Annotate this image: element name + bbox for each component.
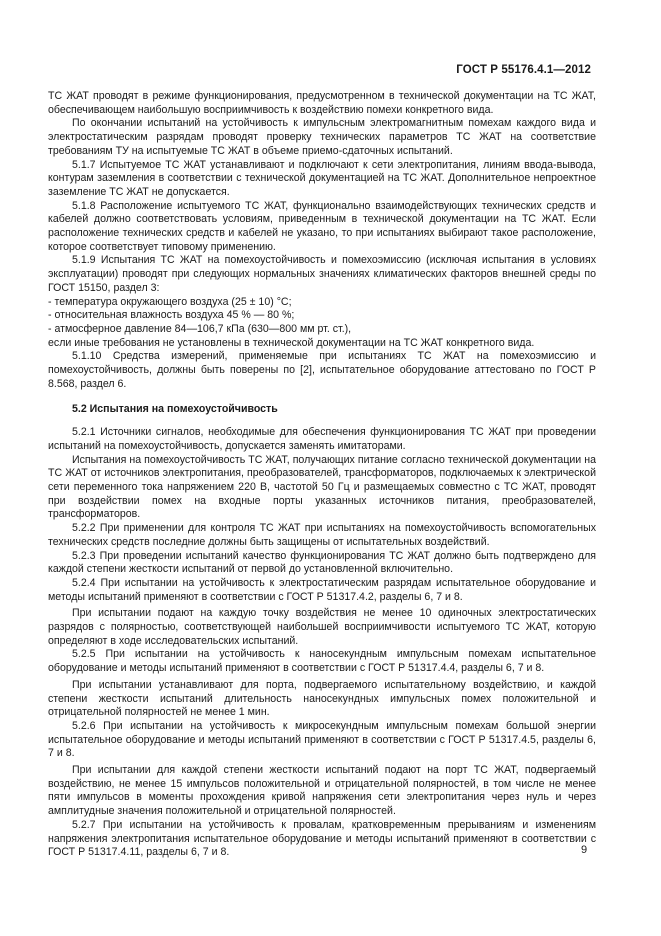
- paragraph: ТС ЖАТ проводят в режиме функционирования, предусмотренном в технической документации на ТС ЖАТ, обеспечивающем наибольшую восприимчивость к воздействию помехи конкретного вида.: [48, 90, 596, 116]
- paragraph-5-2-2: 5.2.2 При применении для контроля ТС ЖАТ при испытаниях на помехоустойчивость вспомогательных технических средств последние должны быть защищены от испытательных воздействий.: [48, 522, 596, 548]
- paragraph-5-1-8: 5.1.8 Расположение испытуемого ТС ЖАТ, функционально взаимодействующих технических средств и кабелей должно соответствовать условиям, приведенным в технической документации на ТС ЖАТ. Если расположение технических средств и кабелей не указано, то при испытаниях выбирают такое расположение, которое соответствует типовому применению.: [48, 199, 596, 253]
- document-code-header: ГОСТ Р 55176.4.1—2012: [456, 64, 591, 76]
- paragraph-5-2-1: 5.2.1 Источники сигналов, необходимые для обеспечения функционирования ТС ЖАТ при проведении испытаний на помехоустойчивость, допускается заменять имитаторами.: [48, 426, 596, 452]
- paragraph-5-2-6: 5.2.6 При испытании на устойчивость к микросекундным импульсным помехам большой энергии испытательное оборудование и методы испытаний применяют в соответствии с ГОСТ Р 51317.4.5, разделы 6, 7 и 8.: [48, 719, 596, 760]
- section-title: 5.2 Испытания на помехоустойчивость: [72, 403, 278, 416]
- paragraph-5-2-7: 5.2.7 При испытании на устойчивость к провалам, кратковременным прерываниям и изменениям напряжения электропитания испытательное оборудование и методы испытаний применяют в соответствии с ГОСТ Р 51317.4.11, разделы 6, 7 и 8.: [48, 818, 596, 859]
- paragraph-5-2-3: 5.2.3 При проведении испытаний качество функционирования ТС ЖАТ должно быть подтверждено для каждой степени жесткости испытаний от первой до установленной включительно.: [48, 549, 596, 576]
- paragraph-5-1-10: 5.1.10 Средства измерений, применяемые при испытаниях ТС ЖАТ на помехоэмиссию и помехоустойчивость, должны быть поверены по [2], испытательное оборудование аттестовано по ГОСТ Р 8.568, раздел 6.: [48, 350, 596, 390]
- paragraph-5-2-4: 5.2.4 При испытании на устойчивость к электростатическим разрядам испытательное оборудование и методы испытаний применяют в соответствии с ГОСТ Р 51317.4.2, разделы 6, 7 и 8.: [48, 576, 596, 603]
- paragraph: При испытании для каждой степени жесткости испытаний подают на порт ТС ЖАТ, подвергаемый воздействию, не менее 15 импульсов положительной и отрицательной полярностей, в том числе не менее пяти импульсов в моменты прохождения кривой напряжения сети электропитания через нуль и через амплитудные значения положительной и отрицательной полярностей.: [48, 764, 596, 818]
- page-number: 9: [581, 844, 588, 856]
- list-item-pressure: - атмосферное давление 84—106,7 кПа (630—800 мм рт. ст.),: [48, 322, 352, 335]
- paragraph: если иные требования не установлены в технической документации на ТС ЖАТ конкретного вида.: [48, 336, 535, 349]
- paragraph-5-1-7: 5.1.7 Испытуемое ТС ЖАТ устанавливают и подключают к сети электропитания, линиям ввода-вывода, контурам заземления в соответствии с технической документацией на ТС ЖАТ. Дополнительное непроектное заземление ТС ЖАТ не допускается.: [48, 158, 596, 198]
- paragraph: Испытания на помехоустойчивость ТС ЖАТ, получающих питание согласно технической документации на ТС ЖАТ от источников электропитания, преобразователей, трансформаторов, подключаемых к электрической сети переменного тока напряжением 220 В, частотой 50 Гц и размещаемых совместно с ТС ЖАТ, проводят при воздействии помех на входные порты указанных источников питания, преобразователей, трансформаторов.: [48, 453, 596, 521]
- paragraph: При испытании устанавливают для порта, подвергаемого испытательному воздействию, и каждой степени жесткости испытаний длительность наносекундных импульсных помех положительной и отрицательной полярностей не менее 1 мин.: [48, 678, 596, 719]
- paragraph: По окончании испытаний на устойчивость к импульсным электромагнитным помехам каждого вида и электростатическим разрядам проводят проверку технических параметров ТС ЖАТ на соответствие требованиям ТУ на испытуемые ТС ЖАТ в объеме приемо-сдаточных испытаний.: [48, 117, 596, 157]
- paragraph-5-1-9: 5.1.9 Испытания ТС ЖАТ на помехоустойчивость и помехоэмиссию (исключая испытания в условиях эксплуатации) проводят при следующих нормальных значениях климатических факторов внешней среды по ГОСТ 15150, раздел 3:: [48, 254, 596, 294]
- list-item-humidity: - относительная влажность воздуха 45 % — 80 %;: [48, 309, 295, 322]
- paragraph: При испытании подают на каждую точку воздействия не менее 10 одиночных электростатических разрядов с полярностью, соответствующей наибольшей восприимчивости испытуемого ТС ЖАТ, которую определяют в ходе исследовательских испытаний.: [48, 607, 596, 647]
- list-item-temperature: - температура окружающего воздуха (25 ± 10) °С;: [48, 295, 292, 308]
- paragraph-5-2-5: 5.2.5 При испытании на устойчивость к наносекундным импульсным помехам испытательное оборудование и методы испытаний применяют в соответствии с ГОСТ Р 51317.4.4, разделы 6, 7 и 8.: [48, 648, 596, 675]
- page-body: [48, 90, 596, 860]
